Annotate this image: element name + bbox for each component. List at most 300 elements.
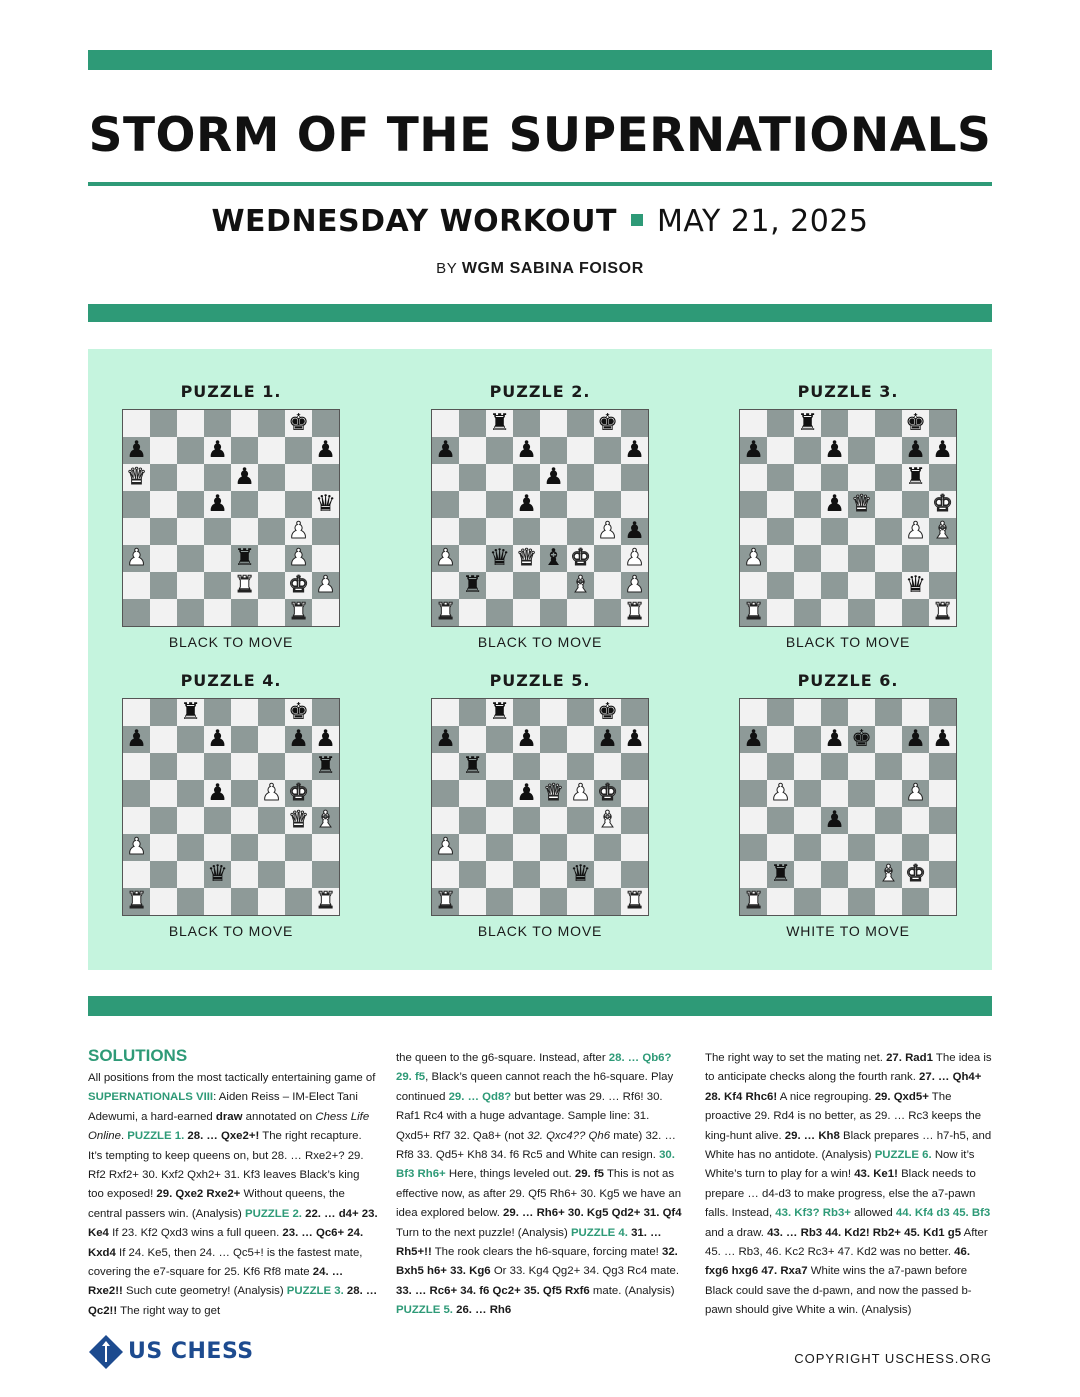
board-square xyxy=(929,780,956,807)
white-pawn-icon: ♟ xyxy=(770,780,791,806)
black-pawn-icon: ♟ xyxy=(743,437,764,463)
solution-text: This is not as effective now, as after 29. Qf5 Rh6+ 30. Kg5 we have an idea explored below. xyxy=(396,1168,682,1220)
board-square xyxy=(459,410,486,437)
puzzle-title: PUZZLE 3. xyxy=(797,382,899,401)
puzzle-title: PUZZLE 2. xyxy=(489,382,591,401)
board-square xyxy=(540,780,567,807)
solution-text: The proactive 29. Rd4 is no better, as 29. … Rc3 keeps the king-hunt alive. xyxy=(705,1090,982,1142)
black-pawn-icon: ♟ xyxy=(207,726,228,752)
board-square xyxy=(150,545,177,572)
board-square xyxy=(767,437,794,464)
board-square xyxy=(258,491,285,518)
black-king-icon: ♚ xyxy=(288,699,309,725)
board-square xyxy=(432,753,459,780)
board-square xyxy=(740,572,767,599)
board-square xyxy=(821,545,848,572)
solution-text: Without queens, the central passers win. (Analysis) xyxy=(88,1188,345,1220)
solution-text: If 24. Ke5, then 24. … Qc5+! is the fastest mate, covering the e7-square for 25. Kf6 Rf8 mate xyxy=(88,1246,363,1279)
board-square xyxy=(486,572,513,599)
board-square xyxy=(821,807,848,834)
board-square xyxy=(231,861,258,888)
black-rook-icon: ♜ xyxy=(315,753,336,779)
solution-text: 29. … Kh8 xyxy=(784,1129,840,1142)
black-king-icon: ♚ xyxy=(288,410,309,436)
puzzle-3 xyxy=(738,380,958,650)
solution-text: 23. … Qc6+ 24. Kxd4 xyxy=(88,1227,364,1259)
solutions-column-3 xyxy=(705,1049,995,1321)
white-pawn-icon: ♟ xyxy=(126,834,147,860)
board-square xyxy=(767,545,794,572)
solution-text: The right way to set the mating net. xyxy=(705,1052,887,1064)
solution-text: White wins the a7-pawn before Black could save the d-pawn, and now the passed b-pawn should give White a win. (Analysis) xyxy=(705,1265,972,1317)
board-square xyxy=(285,599,312,626)
board-square xyxy=(821,464,848,491)
board-square xyxy=(123,699,150,726)
black-pawn-icon: ♟ xyxy=(126,437,147,463)
issue-date: MAY 21, 2025 xyxy=(656,204,869,239)
black-king-icon: ♚ xyxy=(597,699,618,725)
white-pawn-icon: ♟ xyxy=(261,780,282,806)
board-square xyxy=(848,491,875,518)
board-square xyxy=(177,834,204,861)
white-pawn-icon: ♟ xyxy=(288,545,309,571)
board-square xyxy=(486,726,513,753)
solution-text: PUZZLE 5. xyxy=(396,1304,453,1317)
board-square xyxy=(177,726,204,753)
board-square xyxy=(204,834,231,861)
board-square xyxy=(567,599,594,626)
board-square xyxy=(594,834,621,861)
board-square xyxy=(621,807,648,834)
puzzles-panel xyxy=(88,349,992,970)
board-square xyxy=(285,888,312,915)
board-square xyxy=(740,464,767,491)
board-square xyxy=(459,491,486,518)
black-rook-icon: ♜ xyxy=(462,753,483,779)
board-square xyxy=(621,753,648,780)
white-queen-icon: ♛ xyxy=(126,464,147,490)
board-square xyxy=(150,780,177,807)
board-square xyxy=(432,545,459,572)
board-square xyxy=(821,491,848,518)
board-square xyxy=(902,572,929,599)
black-rook-icon: ♜ xyxy=(905,464,926,490)
board-square xyxy=(204,599,231,626)
board-square xyxy=(821,699,848,726)
board-square xyxy=(929,545,956,572)
solution-text: allowed xyxy=(850,1207,896,1220)
board-square xyxy=(875,888,902,915)
solution-text: 29. … Rh6+ 30. Kg5 Qd2+ 31. Qf4 xyxy=(503,1207,682,1220)
board-square xyxy=(513,545,540,572)
board-square xyxy=(902,753,929,780)
white-pawn-icon: ♟ xyxy=(435,545,456,571)
board-square xyxy=(767,861,794,888)
board-square xyxy=(204,753,231,780)
white-queen-icon: ♛ xyxy=(851,491,872,517)
board-square xyxy=(150,726,177,753)
board-square xyxy=(848,699,875,726)
white-king-icon: ♚ xyxy=(570,545,591,571)
board-square xyxy=(594,726,621,753)
board-square xyxy=(902,888,929,915)
board-square xyxy=(821,888,848,915)
black-pawn-icon: ♟ xyxy=(315,437,336,463)
board-square xyxy=(794,437,821,464)
board-square xyxy=(459,545,486,572)
puzzle-4 xyxy=(121,669,341,939)
solution-text: Or 33. Kg4 Qg2+ 34. Qg3 Rc4 mate. xyxy=(490,1265,680,1278)
board-square xyxy=(177,599,204,626)
board-square xyxy=(902,518,929,545)
board-square xyxy=(312,861,339,888)
white-rook-icon: ♜ xyxy=(435,888,456,914)
board-square xyxy=(204,491,231,518)
board-square xyxy=(875,780,902,807)
board-square xyxy=(848,437,875,464)
board-square xyxy=(432,726,459,753)
board-square xyxy=(821,572,848,599)
board-square xyxy=(594,753,621,780)
board-square xyxy=(312,834,339,861)
board-square xyxy=(312,437,339,464)
board-square xyxy=(902,699,929,726)
board-square xyxy=(150,410,177,437)
board-square xyxy=(459,753,486,780)
board-square xyxy=(432,572,459,599)
board-square xyxy=(459,518,486,545)
board-square xyxy=(540,834,567,861)
black-rook-icon: ♜ xyxy=(770,861,791,887)
board-square xyxy=(794,807,821,834)
board-square xyxy=(258,834,285,861)
board-square xyxy=(486,599,513,626)
byline xyxy=(88,260,992,278)
board-square xyxy=(204,572,231,599)
board-square xyxy=(312,888,339,915)
board-square xyxy=(594,437,621,464)
black-pawn-icon: ♟ xyxy=(207,491,228,517)
board-square xyxy=(258,861,285,888)
board-square xyxy=(540,753,567,780)
board-square xyxy=(794,464,821,491)
board-square xyxy=(513,807,540,834)
white-rook-icon: ♜ xyxy=(234,572,255,598)
board-square xyxy=(177,518,204,545)
puzzle-5 xyxy=(430,669,650,939)
black-queen-icon: ♛ xyxy=(207,861,228,887)
board-square xyxy=(594,861,621,888)
board-square xyxy=(513,780,540,807)
board-square xyxy=(312,518,339,545)
board-square xyxy=(821,834,848,861)
solution-text: 27. … Qh4+ 28. Kf4 Rhc6! xyxy=(705,1071,982,1103)
board-square xyxy=(177,464,204,491)
black-rook-icon: ♜ xyxy=(489,410,510,436)
board-square xyxy=(594,888,621,915)
board-square xyxy=(204,807,231,834)
board-square xyxy=(740,437,767,464)
white-rook-icon: ♜ xyxy=(288,599,309,625)
board-square xyxy=(459,726,486,753)
black-pawn-icon: ♟ xyxy=(597,726,618,752)
board-square xyxy=(231,726,258,753)
solutions-column-1 xyxy=(88,1069,378,1321)
board-square xyxy=(432,464,459,491)
board-square xyxy=(794,834,821,861)
solution-text: PUZZLE 6. xyxy=(874,1149,932,1162)
white-bishop-icon: ♝ xyxy=(570,572,591,598)
side-to-move: BLACK TO MOVE xyxy=(785,634,911,650)
board-square xyxy=(848,861,875,888)
board-square xyxy=(258,410,285,437)
white-rook-icon: ♜ xyxy=(315,888,336,914)
board-square xyxy=(123,545,150,572)
black-rook-icon: ♜ xyxy=(797,410,818,436)
board-square xyxy=(258,437,285,464)
board-square xyxy=(902,437,929,464)
board-square xyxy=(123,518,150,545)
board-square xyxy=(902,464,929,491)
board-square xyxy=(540,888,567,915)
board-square xyxy=(848,410,875,437)
board-square xyxy=(513,834,540,861)
board-square xyxy=(929,753,956,780)
board-square xyxy=(594,410,621,437)
board-square xyxy=(821,599,848,626)
board-square xyxy=(621,861,648,888)
board-square xyxy=(177,545,204,572)
board-square xyxy=(285,726,312,753)
board-square xyxy=(621,410,648,437)
board-square xyxy=(794,753,821,780)
black-pawn-icon: ♟ xyxy=(315,726,336,752)
board-square xyxy=(459,599,486,626)
board-square xyxy=(794,699,821,726)
board-square xyxy=(432,834,459,861)
white-pawn-icon: ♟ xyxy=(126,545,147,571)
black-queen-icon: ♛ xyxy=(315,491,336,517)
black-queen-icon: ♛ xyxy=(570,861,591,887)
board-square xyxy=(177,410,204,437)
board-square xyxy=(794,518,821,545)
black-pawn-icon: ♟ xyxy=(624,726,645,752)
board-square xyxy=(177,888,204,915)
solution-text: 24. … Rxe2!! xyxy=(88,1266,344,1298)
board-square xyxy=(875,753,902,780)
board-square xyxy=(567,699,594,726)
board-square xyxy=(285,437,312,464)
chess-board xyxy=(739,409,957,627)
board-square xyxy=(848,518,875,545)
board-square xyxy=(258,780,285,807)
board-square xyxy=(150,437,177,464)
board-square xyxy=(486,807,513,834)
white-pawn-icon: ♟ xyxy=(624,572,645,598)
board-square xyxy=(231,518,258,545)
solution-text: Here, things leveled out. xyxy=(445,1168,575,1181)
board-square xyxy=(621,437,648,464)
board-square xyxy=(902,861,929,888)
board-square xyxy=(177,807,204,834)
solution-text: PUZZLE 4. xyxy=(570,1226,628,1239)
side-to-move: WHITE TO MOVE xyxy=(786,923,910,939)
board-square xyxy=(204,888,231,915)
solution-text: 29. … Qd8? xyxy=(448,1090,512,1103)
board-square xyxy=(875,807,902,834)
white-king-icon: ♚ xyxy=(288,572,309,598)
board-square xyxy=(740,780,767,807)
us-chess-logo-text: US CHESS xyxy=(128,1339,254,1364)
board-square xyxy=(794,726,821,753)
board-square xyxy=(767,699,794,726)
board-square xyxy=(312,753,339,780)
board-square xyxy=(594,807,621,834)
board-square xyxy=(285,780,312,807)
board-square xyxy=(177,861,204,888)
board-square xyxy=(177,780,204,807)
copyright: COPYRIGHT USCHESS.ORG xyxy=(794,1351,992,1366)
board-square xyxy=(486,491,513,518)
board-square xyxy=(459,699,486,726)
board-square xyxy=(312,491,339,518)
solution-text: PUZZLE 3. xyxy=(286,1285,344,1298)
board-square xyxy=(767,807,794,834)
board-square xyxy=(567,834,594,861)
board-square xyxy=(740,410,767,437)
white-bishop-icon: ♝ xyxy=(597,807,618,833)
board-square xyxy=(848,780,875,807)
board-square xyxy=(285,545,312,572)
black-pawn-icon: ♟ xyxy=(516,437,537,463)
board-square xyxy=(621,599,648,626)
black-pawn-icon: ♟ xyxy=(932,437,953,463)
board-square xyxy=(540,726,567,753)
solution-text: Such cute geometry! (Analysis) xyxy=(122,1285,287,1298)
white-queen-icon: ♛ xyxy=(288,807,309,833)
board-square xyxy=(621,888,648,915)
board-square xyxy=(767,726,794,753)
board-square xyxy=(285,464,312,491)
white-pawn-icon: ♟ xyxy=(743,545,764,571)
solution-text: 27. Rad1 xyxy=(886,1052,933,1064)
board-square xyxy=(204,410,231,437)
black-rook-icon: ♜ xyxy=(462,572,483,598)
board-square xyxy=(486,545,513,572)
board-square xyxy=(848,726,875,753)
board-square xyxy=(150,834,177,861)
board-square xyxy=(929,572,956,599)
white-rook-icon: ♜ xyxy=(435,599,456,625)
board-square xyxy=(929,464,956,491)
board-square xyxy=(767,410,794,437)
black-king-icon: ♚ xyxy=(851,726,872,752)
board-square xyxy=(821,726,848,753)
board-square xyxy=(540,861,567,888)
black-rook-icon: ♜ xyxy=(489,699,510,725)
board-square xyxy=(432,518,459,545)
board-square xyxy=(150,888,177,915)
board-square xyxy=(929,888,956,915)
board-square xyxy=(902,726,929,753)
subtitle xyxy=(88,204,992,239)
board-square xyxy=(594,518,621,545)
black-pawn-icon: ♟ xyxy=(824,726,845,752)
board-square xyxy=(123,861,150,888)
board-square xyxy=(123,834,150,861)
board-square xyxy=(740,834,767,861)
board-square xyxy=(767,780,794,807)
board-square xyxy=(150,807,177,834)
board-square xyxy=(285,753,312,780)
board-square xyxy=(231,410,258,437)
board-square xyxy=(432,699,459,726)
board-square xyxy=(567,545,594,572)
board-square xyxy=(540,572,567,599)
board-square xyxy=(767,518,794,545)
board-square xyxy=(929,491,956,518)
board-square xyxy=(285,572,312,599)
board-square xyxy=(432,807,459,834)
solution-text: 32. Bxh5 h6+ 33. Kg6 xyxy=(396,1246,678,1278)
black-pawn-icon: ♟ xyxy=(824,807,845,833)
white-pawn-icon: ♟ xyxy=(597,518,618,544)
board-square xyxy=(567,572,594,599)
side-to-move: BLACK TO MOVE xyxy=(168,634,294,650)
board-square xyxy=(740,699,767,726)
board-square xyxy=(285,834,312,861)
board-square xyxy=(567,464,594,491)
board-square xyxy=(767,599,794,626)
board-square xyxy=(285,699,312,726)
side-to-move: BLACK TO MOVE xyxy=(477,923,603,939)
white-rook-icon: ♜ xyxy=(624,599,645,625)
board-square xyxy=(150,491,177,518)
board-square xyxy=(567,726,594,753)
board-square xyxy=(150,572,177,599)
board-square xyxy=(794,545,821,572)
board-square xyxy=(902,545,929,572)
white-king-icon: ♚ xyxy=(905,861,926,887)
white-king-icon: ♚ xyxy=(932,491,953,517)
board-square xyxy=(258,888,285,915)
solution-text: 43. … Rb3 44. Kd2! Rb2+ 45. Kd1 g5 xyxy=(767,1226,962,1239)
board-square xyxy=(875,518,902,545)
board-square xyxy=(258,545,285,572)
white-pawn-icon: ♟ xyxy=(288,518,309,544)
board-square xyxy=(432,491,459,518)
board-square xyxy=(821,437,848,464)
board-square xyxy=(486,464,513,491)
board-square xyxy=(258,518,285,545)
board-square xyxy=(875,437,902,464)
board-square xyxy=(312,726,339,753)
board-square xyxy=(177,699,204,726)
board-square xyxy=(204,861,231,888)
board-square xyxy=(621,780,648,807)
white-pawn-icon: ♟ xyxy=(570,780,591,806)
white-rook-icon: ♜ xyxy=(932,599,953,625)
board-square xyxy=(848,753,875,780)
board-square xyxy=(513,861,540,888)
solutions-column-2 xyxy=(396,1049,686,1321)
board-square xyxy=(459,464,486,491)
board-square xyxy=(123,572,150,599)
black-rook-icon: ♜ xyxy=(234,545,255,571)
board-square xyxy=(231,464,258,491)
puzzle-title: PUZZLE 4. xyxy=(180,671,282,690)
black-king-icon: ♚ xyxy=(597,410,618,436)
